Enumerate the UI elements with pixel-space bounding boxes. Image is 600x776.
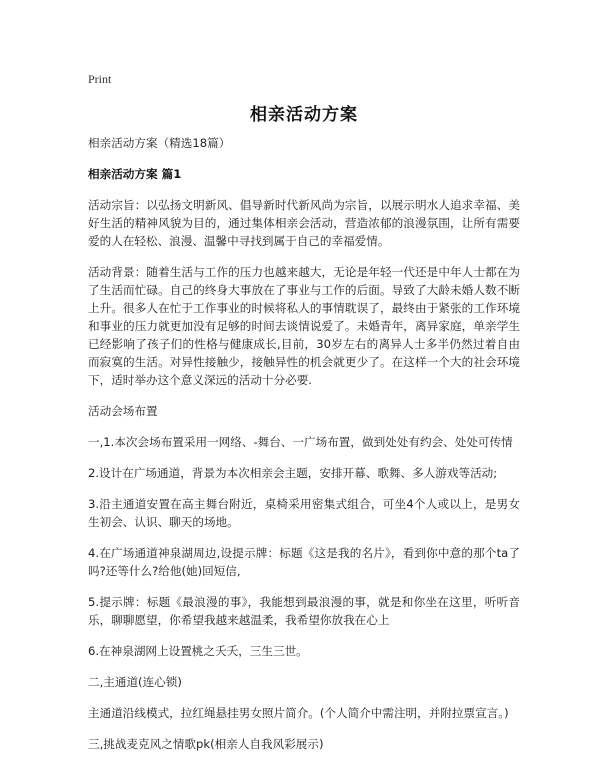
document-body [88,134,520,766]
paragraph-subtitle: 相亲活动方案（精选18篇） [88,136,231,150]
paragraph-background: 活动背景：随着生活与工作的压力也越来越大，无论是年轻一代还是中年人士都在为了生活而忙碌。自己的终身大事放在了事业与工作的后面。导致了大龄未婚人数不断上升。很多人在忙于工作事业的时候将私人的事情耽误了，最终由于紧张的工作环境和事业的压力就更加没有足够的时间去谈情说爱了。未婚青年，离异家庭，单亲学生已经影响了孩子们的性格与健康成长,目前，30岁左右的离异人士多半仍然过着自由而寂寞的生活。对异性接触少，接触异性的机会就更少了。在这样一个大的社会环境下，适时举办这个意义深远的活动十分必要. [88,265,520,387]
paragraph-section-3: 三,挑战麦克风之情歌pk(相亲人自我风彩展示) [88,737,324,751]
print-label[interactable]: Print [88,72,112,86]
paragraph-venue-heading: 活动会场布置 [88,404,158,418]
paragraph-item-3: 3.沿主通道安置在高主舞台附近，桌椅采用密集式组合，可坐4个人或以上，是男女生初会、认识、聊天的场地。 [88,497,520,529]
document-title: 相亲活动方案 [250,105,358,125]
paragraph-item-1: 一,1.本次会场布置采用一网络、-舞台、一广场布置，做到处处有约会、处处可传情 [88,435,513,449]
paragraph-purpose: 活动宗旨：以弘扬文明新风、倡导新时代新风尚为宗旨，以展示明水人追求幸福、美好生活的精神风貌为目的，通过集体相亲会活动，营造浓郁的浪漫氛围，让所有需要爱的人在轻松、浪漫、温馨中寻找到属于自己的幸福爱情。 [88,198,520,248]
paragraph-item-6: 6.在神泉湖网上设置桃之夭夭，三生三世。 [88,644,308,658]
paragraph-item-4: 4.在广场通道神泉湖周边,设提示牌：标题《这是我的名片》，看到你中意的那个ta了吗?还等什么?给他(她)回短信, [88,546,520,578]
paragraph-section-2-body: 主通道沿线模式，拉红绳悬挂男女照片简介。(个人简介中需注明，并附拉票宣言。) [88,706,509,720]
section-heading: 相亲活动方案 篇1 [88,167,182,181]
paragraph-item-2: 2.设计在广场通道，背景为本次相亲会主题，安排开幕、歌舞、多人游戏等活动; [88,466,498,480]
paragraph-section-2: 二,主通道(连心锁) [88,675,182,689]
paragraph-item-5: 5.提示牌：标题《最浪漫的事》，我能想到最浪漫的事，就是和你坐在这里，听听音乐，聊聊愿望，你希望我越来越温柔，我希望你放我在心上 [88,595,520,627]
